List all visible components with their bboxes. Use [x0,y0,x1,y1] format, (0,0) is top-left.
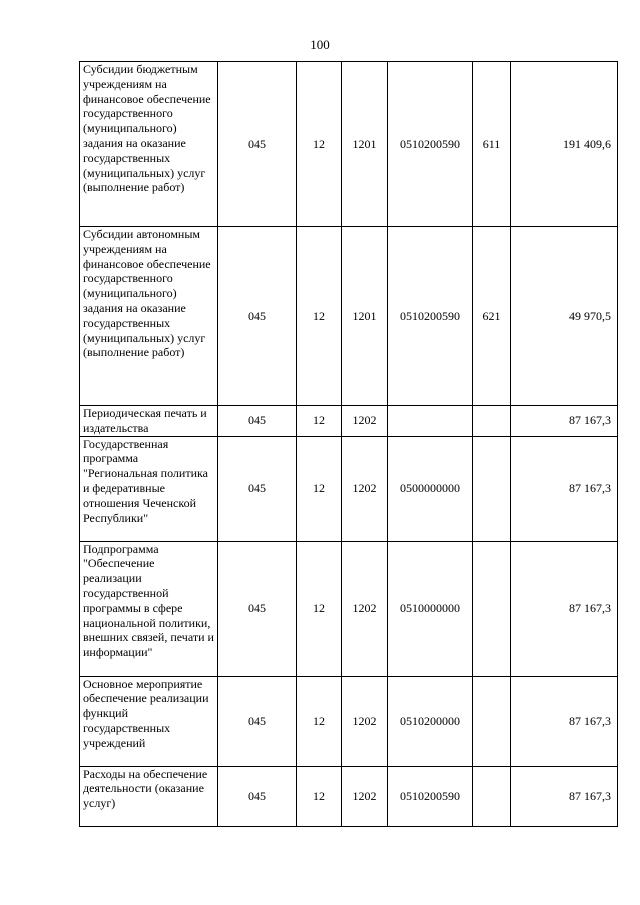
target-article-cell: 0510200590 [388,227,473,406]
subsection-code-cell: 1202 [342,406,388,437]
section-code-cell: 12 [297,227,342,406]
ministry-code-cell: 045 [218,406,297,437]
expense-type-cell [473,436,511,541]
section-code-cell: 12 [297,406,342,437]
table-row [80,62,618,227]
ministry-code-cell: 045 [218,541,297,676]
table-row [80,406,618,437]
target-article-cell: 0510200590 [388,766,473,826]
section-code-cell: 12 [297,541,342,676]
subsection-code-cell: 1202 [342,436,388,541]
section-code-cell: 12 [297,62,342,227]
ministry-code-cell: 045 [218,227,297,406]
subsection-code-cell: 1202 [342,541,388,676]
target-article-cell: 0510000000 [388,541,473,676]
budget-table [79,61,618,827]
table-row [80,436,618,541]
subsection-code-cell: 1202 [342,766,388,826]
ministry-code-cell: 045 [218,436,297,541]
ministry-code-cell: 045 [218,766,297,826]
row-name-cell: Субсидии автономным учреждениям на финансовое обеспечение государственного (муниципального) задания на оказание государственных (муниципальных) услуг (выполнение работ) [80,227,218,406]
subsection-code-cell: 1201 [342,227,388,406]
page-number: 100 [310,37,330,52]
target-article-cell: 0500000000 [388,436,473,541]
section-code-cell: 12 [297,766,342,826]
row-name-cell: Основное мероприятие обеспечение реализации функций государственных учреждений [80,676,218,766]
section-code-cell: 12 [297,676,342,766]
row-name-cell: Субсидии бюджетным учреждениям на финансовое обеспечение государственного (муниципального) задания на оказание государственных (муниципальных) услуг (выполнение работ) [80,62,218,227]
table-row [80,676,618,766]
row-name-cell: Расходы на обеспечение деятельности (оказание услуг) [80,766,218,826]
row-name-cell: Подпрограмма "Обеспечение реализации государственной программы в сфере национальной политики, внешних связей, печати и информации" [80,541,218,676]
ministry-code-cell: 045 [218,676,297,766]
ministry-code-cell: 045 [218,62,297,227]
amount-cell: 87 167,3 [511,541,618,676]
section-code-cell: 12 [297,436,342,541]
table-row [80,766,618,826]
amount-cell: 87 167,3 [511,406,618,437]
row-name-cell: Периодическая печать и издательства [80,406,218,437]
amount-cell: 87 167,3 [511,676,618,766]
table-row [80,541,618,676]
subsection-code-cell: 1201 [342,62,388,227]
expense-type-cell: 621 [473,227,511,406]
amount-cell: 87 167,3 [511,766,618,826]
subsection-code-cell: 1202 [342,676,388,766]
amount-cell: 49 970,5 [511,227,618,406]
amount-cell: 87 167,3 [511,436,618,541]
expense-type-cell: 611 [473,62,511,227]
amount-cell: 191 409,6 [511,62,618,227]
table-row [80,227,618,406]
row-name-cell: Государственная программа "Региональная политика и федеративные отношения Чеченской Республики" [80,436,218,541]
expense-type-cell [473,541,511,676]
target-article-cell: 0510200000 [388,676,473,766]
expense-type-cell [473,676,511,766]
target-article-cell: 0510200590 [388,62,473,227]
target-article-cell [388,406,473,437]
expense-type-cell [473,766,511,826]
expense-type-cell [473,406,511,437]
